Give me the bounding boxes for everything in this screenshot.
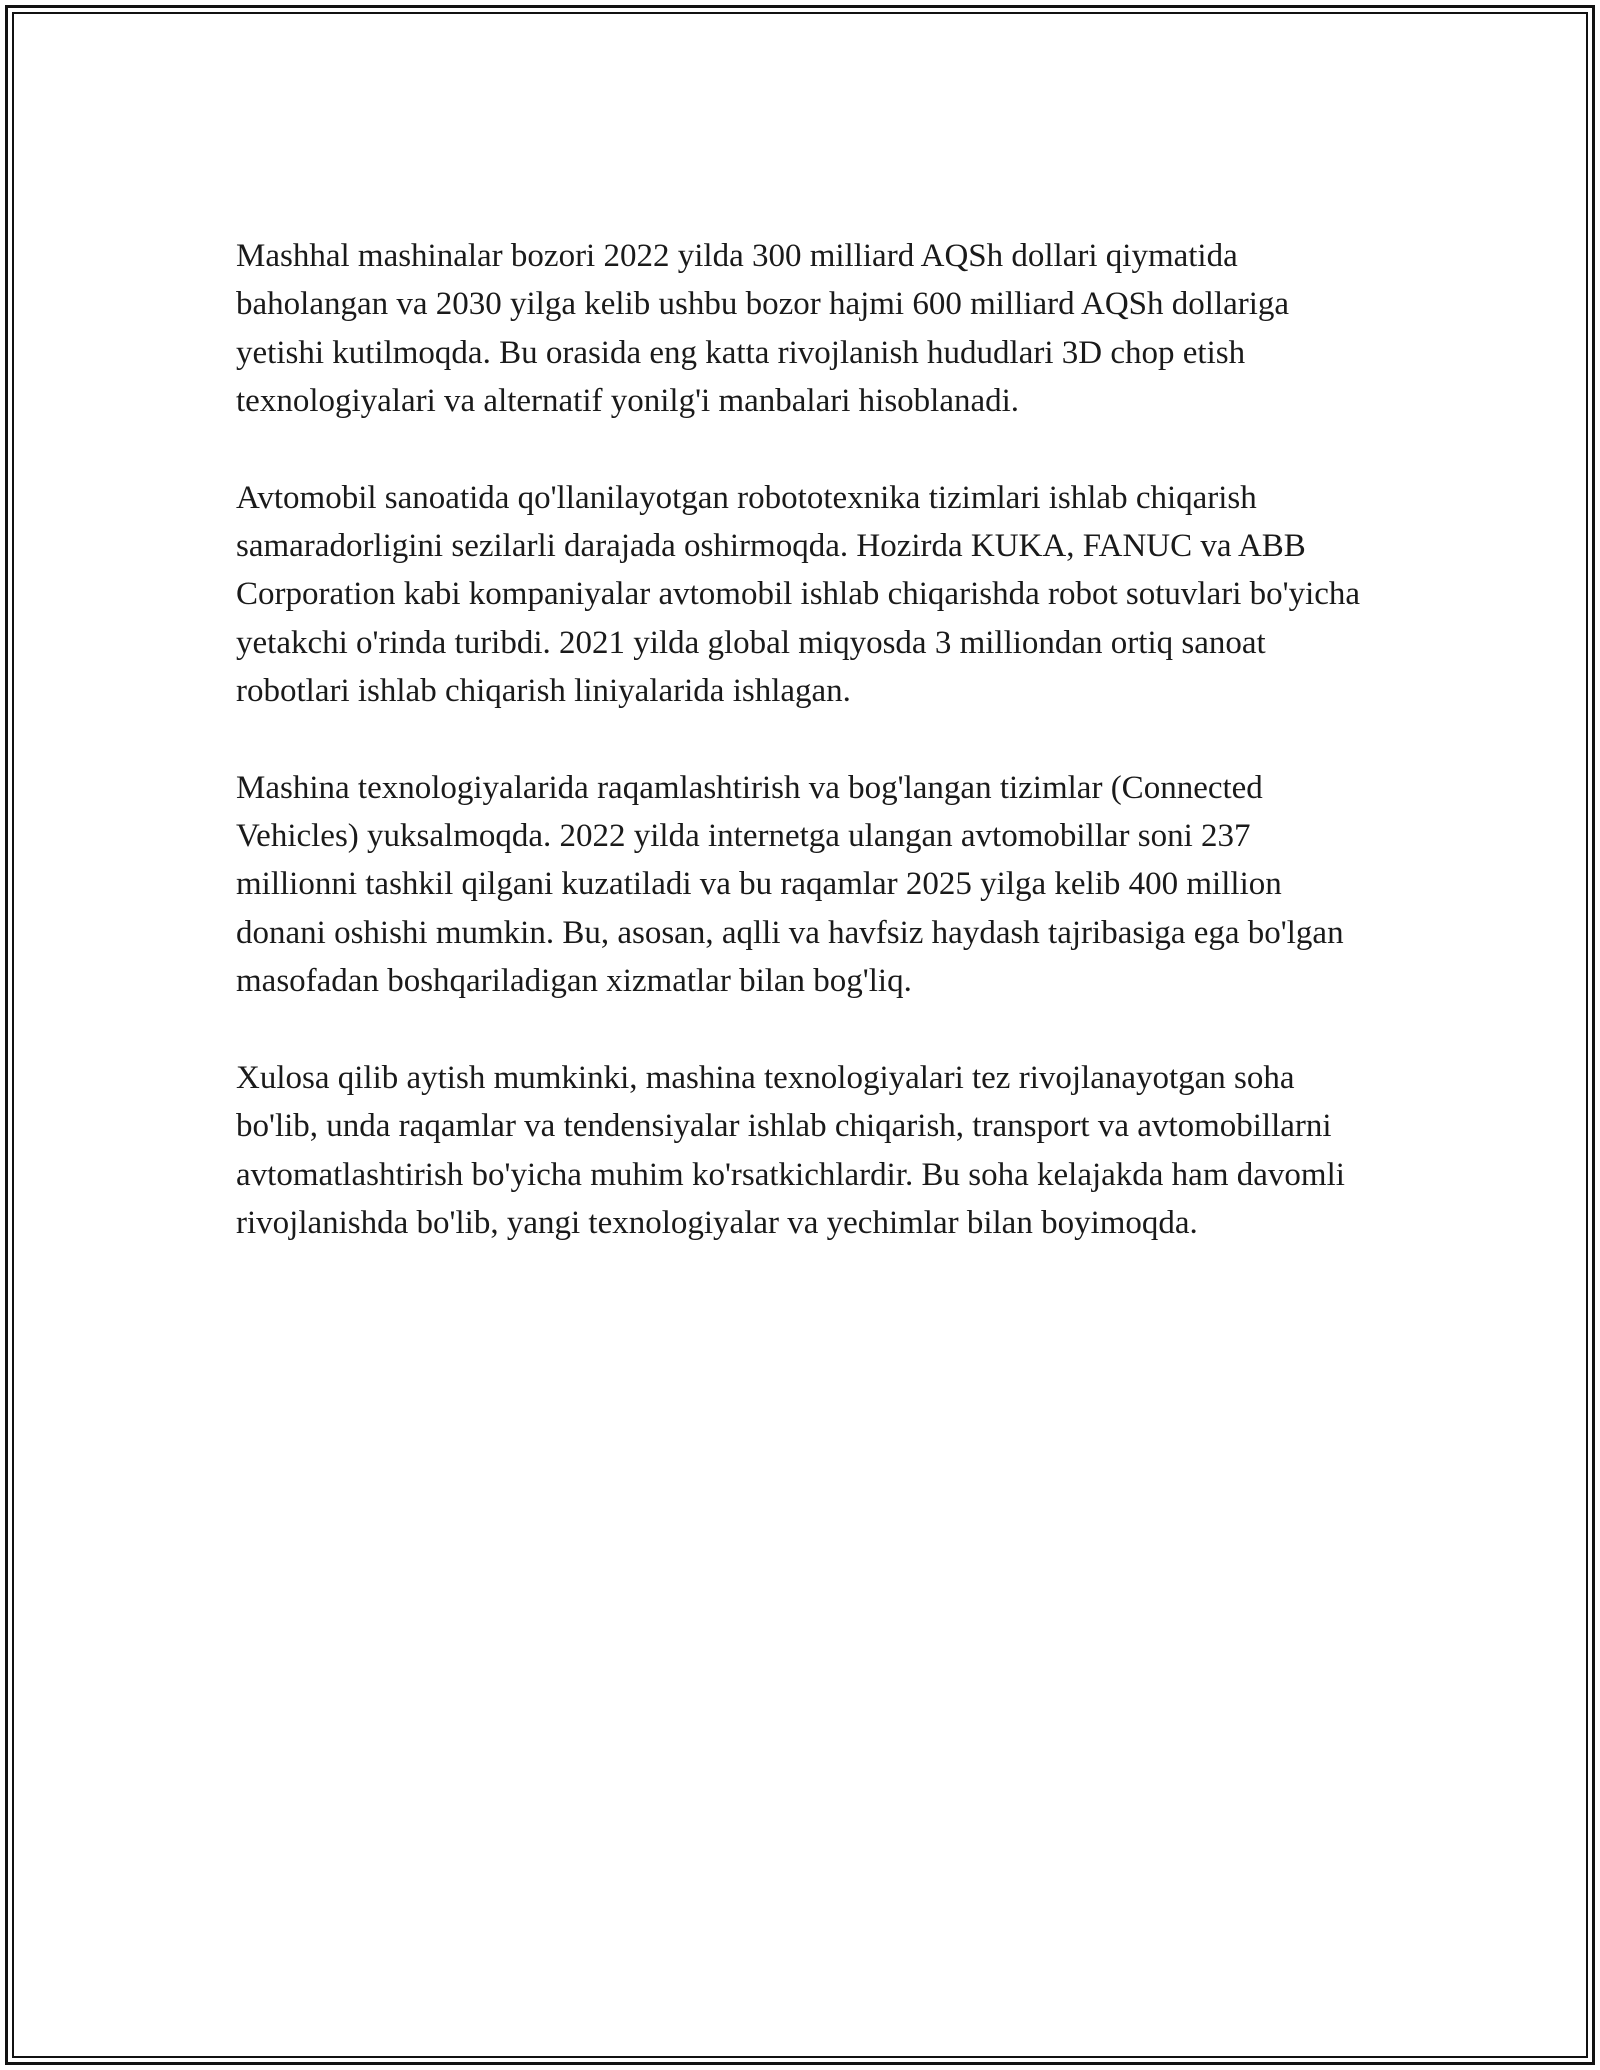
document-body bbox=[236, 232, 1366, 1247]
paragraph-connected-vehicles: Mashina texnologiyalarida raqamlashtirish va bog'langan tizimlar (Connected Vehicles) yuksalmoqda. 2022 yilda internetga ulangan avtomobillar soni 237 millionni tashkil qilgani kuzatiladi va bu raqamlar 2025 yilga kelib 400 million donani oshishi mumkin. Bu, asosan, aqlli va havfsiz haydash tajribasiga ega bo'lgan masofadan boshqariladigan xizmatlar bilan bog'liq. bbox=[236, 769, 1344, 1000]
paragraph-robotics: Avtomobil sanoatida qo'llanilayotgan robototexnika tizimlari ishlab chiqarish samaradorligini sezilarli darajada oshirmoqda. Hozirda KUKA, FANUC va ABB Corporation kabi kompaniyalar avtomobil ishlab chiqarishda robot sotuvlari bo'yicha yetakchi o'rinda turibdi. 2021 yilda global miqyosda 3 milliondan ortiq sanoat robotlari ishlab chiqarish liniyalarida ishlagan. bbox=[236, 479, 1361, 710]
paragraph-conclusion: Xulosa qilib aytish mumkinki, mashina texnologiyalari tez rivojlanayotgan soha bo'lib, unda raqamlar va tendensiyalar ishlab chiqarish, transport va avtomobillarni avtomatlashtirish bo'yicha muhim ko'rsatkichlardir. Bu soha kelajakda ham davomli rivojlanishda bo'lib, yangi texnologiyalar va yechimlar bilan boyimoqda. bbox=[236, 1059, 1345, 1241]
paragraph-market: Mashhal mashinalar bozori 2022 yilda 300 milliard AQSh dollari qiymatida baholangan va 2030 yilga kelib ushbu bozor hajmi 600 milliard AQSh dollariga yetishi kutilmoqda. Bu orasida eng katta rivojlanish hududlari 3D chop etish texnologiyalari va alternatif yonilg'i manbalari hisoblanadi. bbox=[236, 238, 1290, 420]
